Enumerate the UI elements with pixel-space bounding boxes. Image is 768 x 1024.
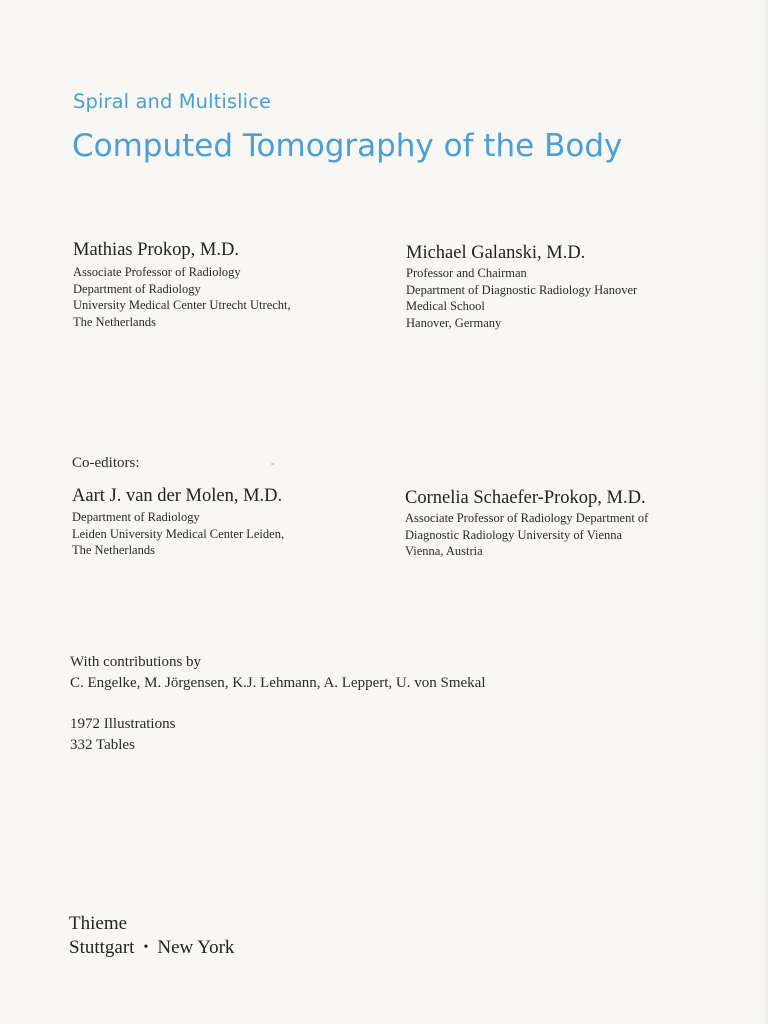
counts-block [70,714,175,756]
author-affiliation [406,265,637,331]
publisher-name: Thieme [69,913,128,934]
book-subtitle: Spiral and Multislice [73,90,272,113]
contributions-block [70,652,486,694]
publisher-city: New York [157,937,235,958]
author-block-prokop [73,239,291,330]
author-name: Michael Galanski, M.D. [406,243,586,263]
affiliation-line: University Medical Center Utrecht Utrecht, [73,298,291,312]
publisher-city: Stuttgart [69,937,135,958]
contributions-label: With contributions by [70,654,202,670]
affiliation-line: Department of Diagnostic Radiology Hanover [406,282,638,297]
page-edge-shadow [762,0,768,1024]
affiliation-line: Leiden University Medical Center Leiden, [72,526,285,541]
illustrations-count: 1972 Illustrations [70,716,176,732]
paper-speck [271,463,274,465]
affiliation-line: Associate Professor of Radiology Department of [405,511,649,525]
tables-count: 332 Tables [70,737,135,753]
coeditor-name: Cornelia Schaefer-Prokop, M.D. [405,488,646,508]
affiliation-line: Department of Radiology [73,281,201,296]
affiliation-line: Vienna, Austria [405,544,483,558]
affiliation-line: Hanover, Germany [406,315,502,330]
separator-bullet: • [143,940,149,955]
affiliation-line: Associate Professor of Radiology [73,265,241,279]
author-affiliation [73,264,291,330]
book-title: Computed Tomography of the Body [72,128,623,164]
coeditor-block-van-der-molen [72,485,284,559]
coeditor-affiliation [72,509,284,559]
coeditor-block-schaefer-prokop [405,487,648,560]
publisher-block [69,912,234,962]
affiliation-line: Medical School [406,299,485,313]
contributors-list: C. Engelke, M. Jörgensen, K.J. Lehmann, A. Leppert, U. von Smekal [70,675,486,691]
publisher-cities [69,936,234,962]
author-block-galanski [406,242,637,331]
affiliation-line: Diagnostic Radiology University of Vienna [405,527,623,542]
coeditor-name: Aart J. van der Molen, M.D. [72,486,283,506]
coeditors-label: Co-editors: [72,455,140,471]
affiliation-line: The Netherlands [73,314,156,329]
affiliation-line: The Netherlands [72,543,155,557]
affiliation-line: Professor and Chairman [406,266,527,280]
coeditor-affiliation [405,510,648,560]
affiliation-line: Department of Radiology [72,510,200,524]
author-name: Mathias Prokop, M.D. [73,240,239,260]
